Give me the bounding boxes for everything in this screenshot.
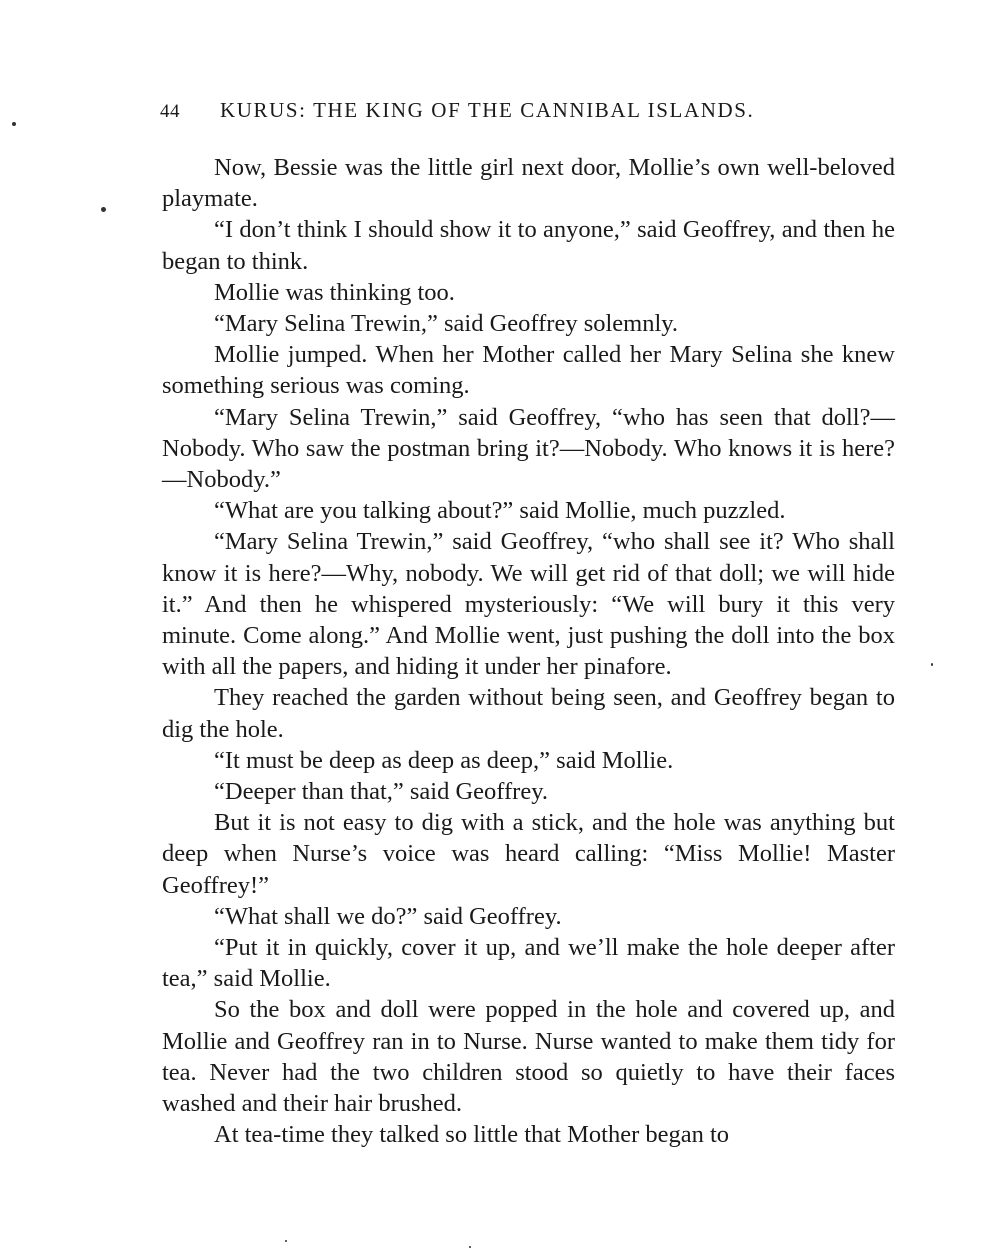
paragraph: “What are you talking about?” said Mollie, much puzzled. <box>214 497 786 525</box>
paragraph: Now, Bessie was the little girl next door, Mollie’s own well-beloved playmate. <box>162 154 895 213</box>
paragraph: Mollie was thinking too. <box>214 278 455 306</box>
paragraph: So the box and doll were popped in the hole and covered up, and Mollie and Geoffrey ran in to Nurse. Nurse wanted to make them tidy for tea. Never had the two children stood so quietly to have their faces washed and their hair brushed. <box>162 996 895 1118</box>
running-title: KURUS: THE KING OF THE CANNIBAL ISLANDS. <box>220 98 755 122</box>
paragraph: “Mary Selina Trewin,” said Geoffrey solemnly. <box>214 310 679 338</box>
paragraph: At tea-time they talked so little that Mother began to <box>214 1121 730 1149</box>
paragraph: “Mary Selina Trewin,” said Geoffrey, “who has seen that doll?—Nobody. Who saw the postman bring it?—Nobody. Who knows it is here?—Nobody.” <box>162 403 895 494</box>
paragraph: Mollie jumped. When her Mother called her Mary Selina she knew something serious was coming. <box>162 341 895 400</box>
paragraph: They reached the garden without being seen, and Geoffrey began to dig the hole. <box>162 684 895 743</box>
paragraph: But it is not easy to dig with a stick, and the hole was anything but deep when Nurse’s voice was heard calling: “Miss Mollie! Master Geoffrey!” <box>162 809 895 899</box>
scan-speck <box>101 207 106 212</box>
scan-speck <box>12 122 16 126</box>
paragraph: “It must be deep as deep as deep,” said Mollie. <box>214 746 674 774</box>
paragraph: “Put it in quickly, cover it up, and we’ll make the hole deeper after tea,” said Mollie. <box>162 934 895 993</box>
scan-speck <box>931 663 933 666</box>
scan-speck <box>285 1240 287 1242</box>
page-number: 44 <box>160 101 180 122</box>
body-text <box>162 152 895 1151</box>
running-header <box>160 98 860 123</box>
paragraph: “Mary Selina Trewin,” said Geoffrey, “who shall see it? Who shall know it is here?—Why, nobody. We will get rid of that doll; we will hide it.” And then he whispered mysteriously: “We will bury it this very minute. Come along.” And Mollie went, just pushing the doll into the box with all the papers, and hiding it under her pinafore. <box>162 528 895 681</box>
paragraph: “Deeper than that,” said Geoffrey. <box>214 778 548 806</box>
paragraph: “I don’t think I should show it to anyone,” said Geoffrey, and then he began to think. <box>162 216 895 275</box>
paragraph: “What shall we do?” said Geoffrey. <box>214 902 562 930</box>
scan-speck <box>469 1246 471 1248</box>
